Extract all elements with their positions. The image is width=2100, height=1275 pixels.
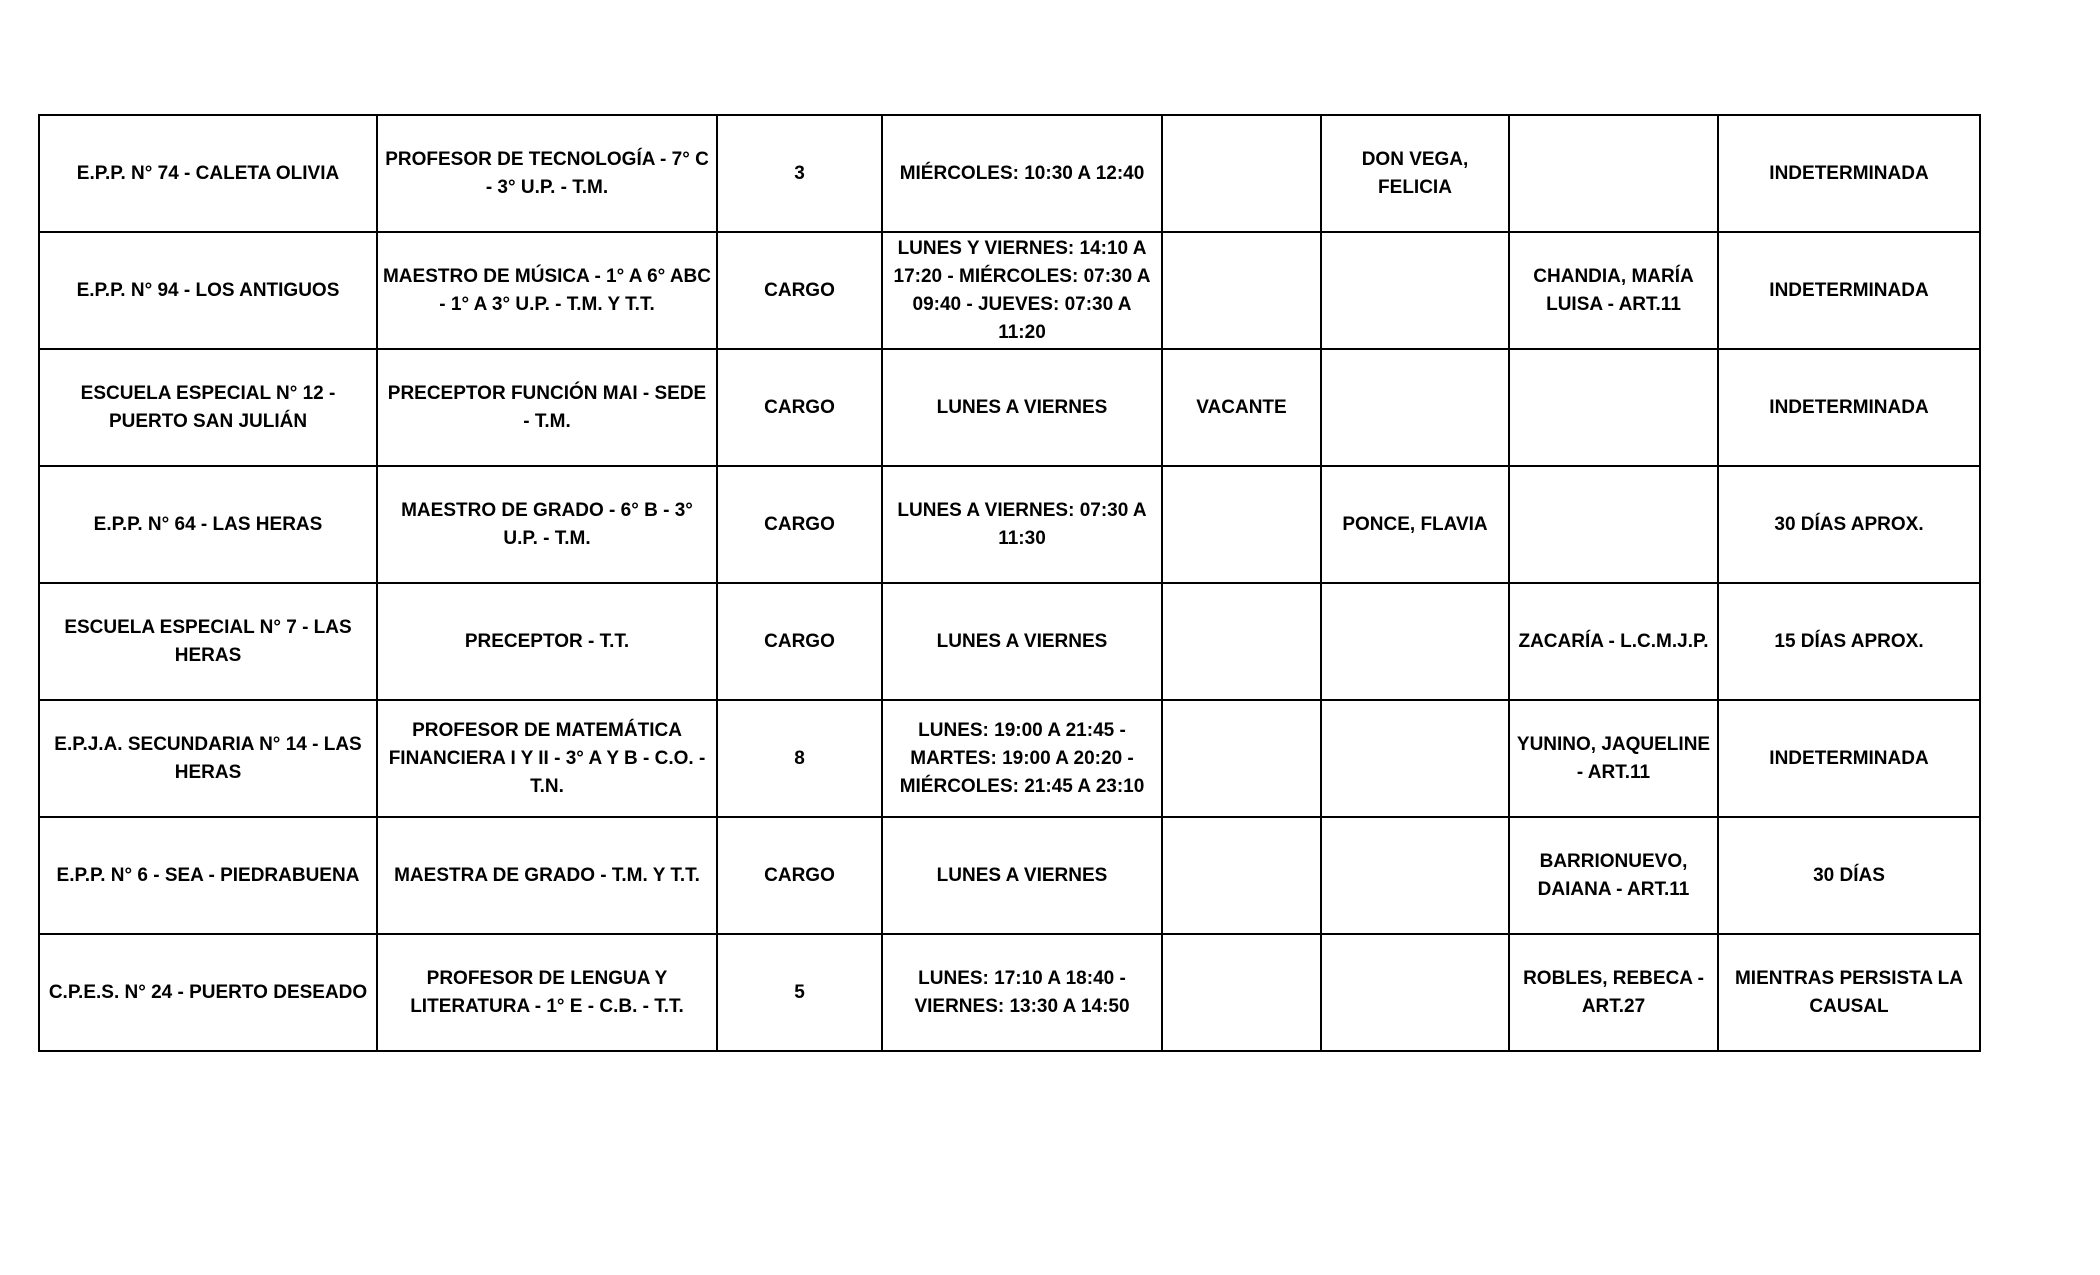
reason-cell: BARRIONUEVO, DAIANA - ART.11 xyxy=(1509,817,1718,934)
schedule-cell: LUNES A VIERNES xyxy=(882,583,1162,700)
status-cell xyxy=(1162,466,1321,583)
school-cell: ESCUELA ESPECIAL N° 12 - PUERTO SAN JULIÁN xyxy=(39,349,377,466)
duration-cell: INDETERMINADA xyxy=(1718,232,1980,349)
holder-cell xyxy=(1321,232,1509,349)
table-row xyxy=(39,232,1980,349)
reason-cell: CHANDIA, MARÍA LUISA - ART.11 xyxy=(1509,232,1718,349)
position-cell: PROFESOR DE LENGUA Y LITERATURA - 1° E - C.B. - T.T. xyxy=(377,934,717,1051)
school-cell: ESCUELA ESPECIAL N° 7 - LAS HERAS xyxy=(39,583,377,700)
holder-cell: PONCE, FLAVIA xyxy=(1321,466,1509,583)
holder-cell xyxy=(1321,934,1509,1051)
duration-cell: 30 DÍAS xyxy=(1718,817,1980,934)
holder-cell xyxy=(1321,349,1509,466)
status-cell xyxy=(1162,583,1321,700)
school-cell: E.P.P. N° 6 - SEA - PIEDRABUENA xyxy=(39,817,377,934)
position-cell: PRECEPTOR FUNCIÓN MAI - SEDE - T.M. xyxy=(377,349,717,466)
position-cell: PROFESOR DE TECNOLOGÍA - 7° C - 3° U.P. - T.M. xyxy=(377,115,717,232)
status-cell: VACANTE xyxy=(1162,349,1321,466)
position-cell: MAESTRA DE GRADO - T.M. Y T.T. xyxy=(377,817,717,934)
reason-cell: ROBLES, REBECA - ART.27 xyxy=(1509,934,1718,1051)
status-cell xyxy=(1162,817,1321,934)
schedule-cell: LUNES A VIERNES xyxy=(882,349,1162,466)
vacancy-table-container xyxy=(38,114,1981,1052)
duration-cell: 15 DÍAS APROX. xyxy=(1718,583,1980,700)
status-cell xyxy=(1162,700,1321,817)
reason-cell: ZACARÍA - L.C.M.J.P. xyxy=(1509,583,1718,700)
status-cell xyxy=(1162,232,1321,349)
holder-cell xyxy=(1321,583,1509,700)
duration-cell: 30 DÍAS APROX. xyxy=(1718,466,1980,583)
position-cell: PRECEPTOR - T.T. xyxy=(377,583,717,700)
position-cell: MAESTRO DE MÚSICA - 1° A 6° ABC - 1° A 3° U.P. - T.M. Y T.T. xyxy=(377,232,717,349)
schedule-cell: LUNES Y VIERNES: 14:10 A 17:20 - MIÉRCOLES: 07:30 A 09:40 - JUEVES: 07:30 A 11:20 xyxy=(882,232,1162,349)
hours-cell: CARGO xyxy=(717,232,882,349)
table-row xyxy=(39,700,1980,817)
school-cell: E.P.P. N° 64 - LAS HERAS xyxy=(39,466,377,583)
school-cell: E.P.P. N° 74 - CALETA OLIVIA xyxy=(39,115,377,232)
position-cell: MAESTRO DE GRADO - 6° B - 3° U.P. - T.M. xyxy=(377,466,717,583)
status-cell xyxy=(1162,115,1321,232)
table-row xyxy=(39,349,1980,466)
reason-cell xyxy=(1509,349,1718,466)
duration-cell: MIENTRAS PERSISTA LA CAUSAL xyxy=(1718,934,1980,1051)
holder-cell xyxy=(1321,700,1509,817)
table-row xyxy=(39,115,1980,232)
school-cell: E.P.P. N° 94 - LOS ANTIGUOS xyxy=(39,232,377,349)
hours-cell: CARGO xyxy=(717,817,882,934)
hours-cell: CARGO xyxy=(717,349,882,466)
school-cell: C.P.E.S. N° 24 - PUERTO DESEADO xyxy=(39,934,377,1051)
schedule-cell: LUNES A VIERNES xyxy=(882,817,1162,934)
hours-cell: 8 xyxy=(717,700,882,817)
reason-cell xyxy=(1509,466,1718,583)
hours-cell: 3 xyxy=(717,115,882,232)
position-cell: PROFESOR DE MATEMÁTICA FINANCIERA I Y II - 3° A Y B - C.O. - T.N. xyxy=(377,700,717,817)
hours-cell: CARGO xyxy=(717,466,882,583)
duration-cell: INDETERMINADA xyxy=(1718,700,1980,817)
table-row xyxy=(39,583,1980,700)
duration-cell: INDETERMINADA xyxy=(1718,349,1980,466)
schedule-cell: LUNES A VIERNES: 07:30 A 11:30 xyxy=(882,466,1162,583)
schedule-cell: LUNES: 17:10 A 18:40 - VIERNES: 13:30 A 14:50 xyxy=(882,934,1162,1051)
hours-cell: CARGO xyxy=(717,583,882,700)
duration-cell: INDETERMINADA xyxy=(1718,115,1980,232)
table-row xyxy=(39,466,1980,583)
holder-cell: DON VEGA, FELICIA xyxy=(1321,115,1509,232)
school-cell: E.P.J.A. SECUNDARIA N° 14 - LAS HERAS xyxy=(39,700,377,817)
table-row xyxy=(39,817,1980,934)
hours-cell: 5 xyxy=(717,934,882,1051)
reason-cell: YUNINO, JAQUELINE - ART.11 xyxy=(1509,700,1718,817)
holder-cell xyxy=(1321,817,1509,934)
reason-cell xyxy=(1509,115,1718,232)
table-row xyxy=(39,934,1980,1051)
schedule-cell: LUNES: 19:00 A 21:45 - MARTES: 19:00 A 20:20 - MIÉRCOLES: 21:45 A 23:10 xyxy=(882,700,1162,817)
status-cell xyxy=(1162,934,1321,1051)
schedule-cell: MIÉRCOLES: 10:30 A 12:40 xyxy=(882,115,1162,232)
vacancy-table xyxy=(38,114,1981,1052)
